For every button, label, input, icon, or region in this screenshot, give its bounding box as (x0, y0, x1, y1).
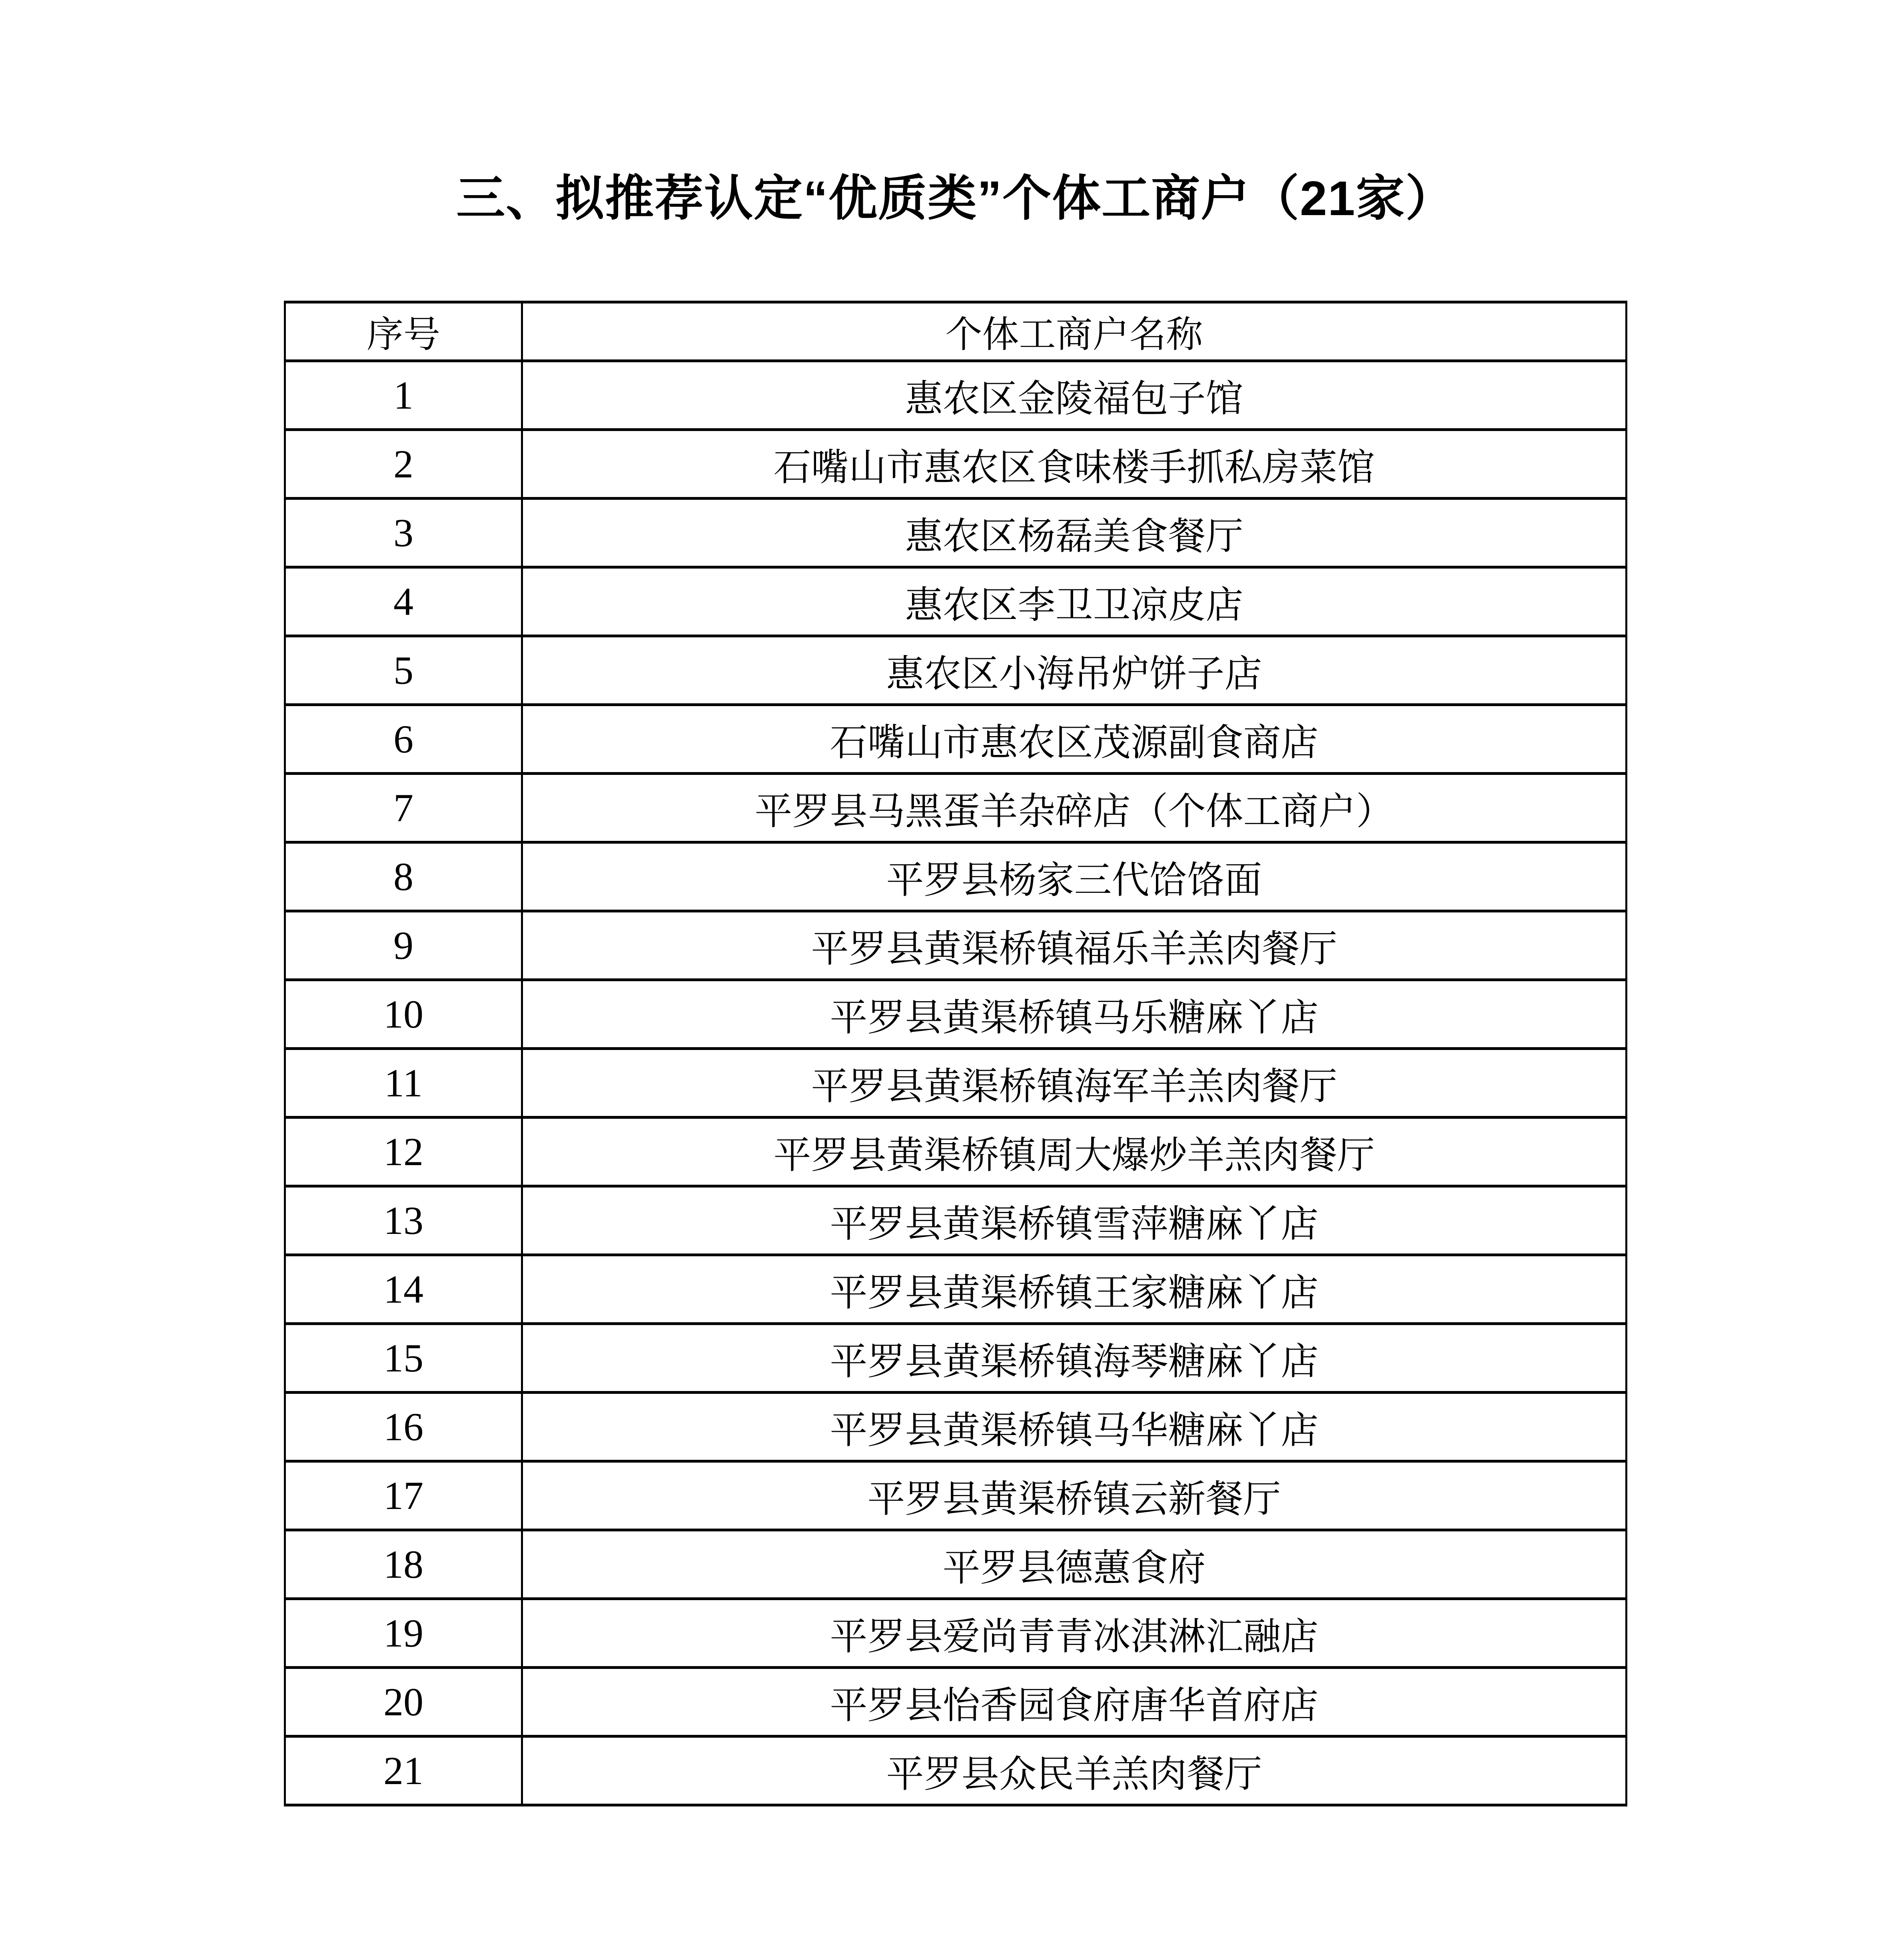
table-row (285, 774, 1627, 842)
business-name-cell: 惠农区杨磊美食餐厅 (522, 499, 1627, 567)
row-number-cell: 19 (285, 1599, 522, 1668)
row-number-cell: 9 (285, 911, 522, 980)
table-row (285, 567, 1627, 636)
business-name-cell: 石嘴山市惠农区茂源副食商店 (522, 705, 1627, 774)
business-name-cell: 平罗县怡香园食府唐华首府店 (522, 1668, 1627, 1736)
table-row (285, 499, 1627, 567)
business-name-cell: 平罗县黄渠桥镇马乐糖麻丫店 (522, 980, 1627, 1049)
table-row (285, 1118, 1627, 1186)
business-name-cell: 平罗县德蕙食府 (522, 1530, 1627, 1599)
row-number-cell: 11 (285, 1049, 522, 1118)
row-number-cell: 15 (285, 1324, 522, 1393)
business-name-cell: 石嘴山市惠农区食味楼手抓私房菜馆 (522, 430, 1627, 499)
business-name-cell: 平罗县黄渠桥镇云新餐厅 (522, 1461, 1627, 1530)
table-row (285, 1255, 1627, 1324)
business-name-cell: 平罗县黄渠桥镇周大爆炒羊羔肉餐厅 (522, 1118, 1627, 1186)
row-number-cell: 18 (285, 1530, 522, 1599)
row-number-cell: 1 (285, 361, 522, 430)
table-row (285, 1393, 1627, 1461)
business-name-cell: 平罗县黄渠桥镇海军羊羔肉餐厅 (522, 1049, 1627, 1118)
table-row (285, 911, 1627, 980)
business-name-cell: 惠农区小海吊炉饼子店 (522, 636, 1627, 705)
row-number-cell: 8 (285, 842, 522, 911)
business-table-container (284, 301, 1627, 1806)
row-number-cell: 7 (285, 774, 522, 842)
table-header-name: 个体工商户名称 (522, 302, 1627, 361)
table-row (285, 1530, 1627, 1599)
row-number-cell: 20 (285, 1668, 522, 1736)
table-row (285, 1461, 1627, 1530)
business-name-cell: 平罗县黄渠桥镇马华糖麻丫店 (522, 1393, 1627, 1461)
table-row (285, 1668, 1627, 1736)
table-row (285, 1599, 1627, 1668)
row-number-cell: 21 (285, 1736, 522, 1805)
table-row (285, 430, 1627, 499)
business-table-body (285, 361, 1627, 1805)
business-table (284, 301, 1627, 1806)
row-number-cell: 10 (285, 980, 522, 1049)
business-name-cell: 惠农区李卫卫凉皮店 (522, 567, 1627, 636)
business-name-cell: 平罗县黄渠桥镇海琴糖麻丫店 (522, 1324, 1627, 1393)
business-name-cell: 平罗县黄渠桥镇福乐羊羔肉餐厅 (522, 911, 1627, 980)
row-number-cell: 12 (285, 1118, 522, 1186)
table-row (285, 361, 1627, 430)
table-row (285, 842, 1627, 911)
table-header-row (285, 302, 1627, 361)
row-number-cell: 4 (285, 567, 522, 636)
table-row (285, 1324, 1627, 1393)
row-number-cell: 5 (285, 636, 522, 705)
business-name-cell: 平罗县黄渠桥镇王家糖麻丫店 (522, 1255, 1627, 1324)
business-name-cell: 平罗县黄渠桥镇雪萍糖麻丫店 (522, 1186, 1627, 1255)
document-title: 三、拟推荐认定“优质类”个体工商户（21家） (456, 171, 1455, 226)
row-number-cell: 13 (285, 1186, 522, 1255)
row-number-cell: 6 (285, 705, 522, 774)
business-name-cell: 平罗县马黑蛋羊杂碎店（个体工商户） (522, 774, 1627, 842)
table-row (285, 1736, 1627, 1805)
business-name-cell: 平罗县众民羊羔肉餐厅 (522, 1736, 1627, 1805)
row-number-cell: 17 (285, 1461, 522, 1530)
table-row (285, 636, 1627, 705)
row-number-cell: 2 (285, 430, 522, 499)
table-row (285, 980, 1627, 1049)
business-name-cell: 惠农区金陵福包子馆 (522, 361, 1627, 430)
table-row (285, 1186, 1627, 1255)
business-name-cell: 平罗县杨家三代饸饹面 (522, 842, 1627, 911)
business-name-cell: 平罗县爱尚青青冰淇淋汇融店 (522, 1599, 1627, 1668)
table-header-no: 序号 (285, 302, 522, 361)
row-number-cell: 3 (285, 499, 522, 567)
row-number-cell: 16 (285, 1393, 522, 1461)
table-row (285, 705, 1627, 774)
row-number-cell: 14 (285, 1255, 522, 1324)
table-row (285, 1049, 1627, 1118)
